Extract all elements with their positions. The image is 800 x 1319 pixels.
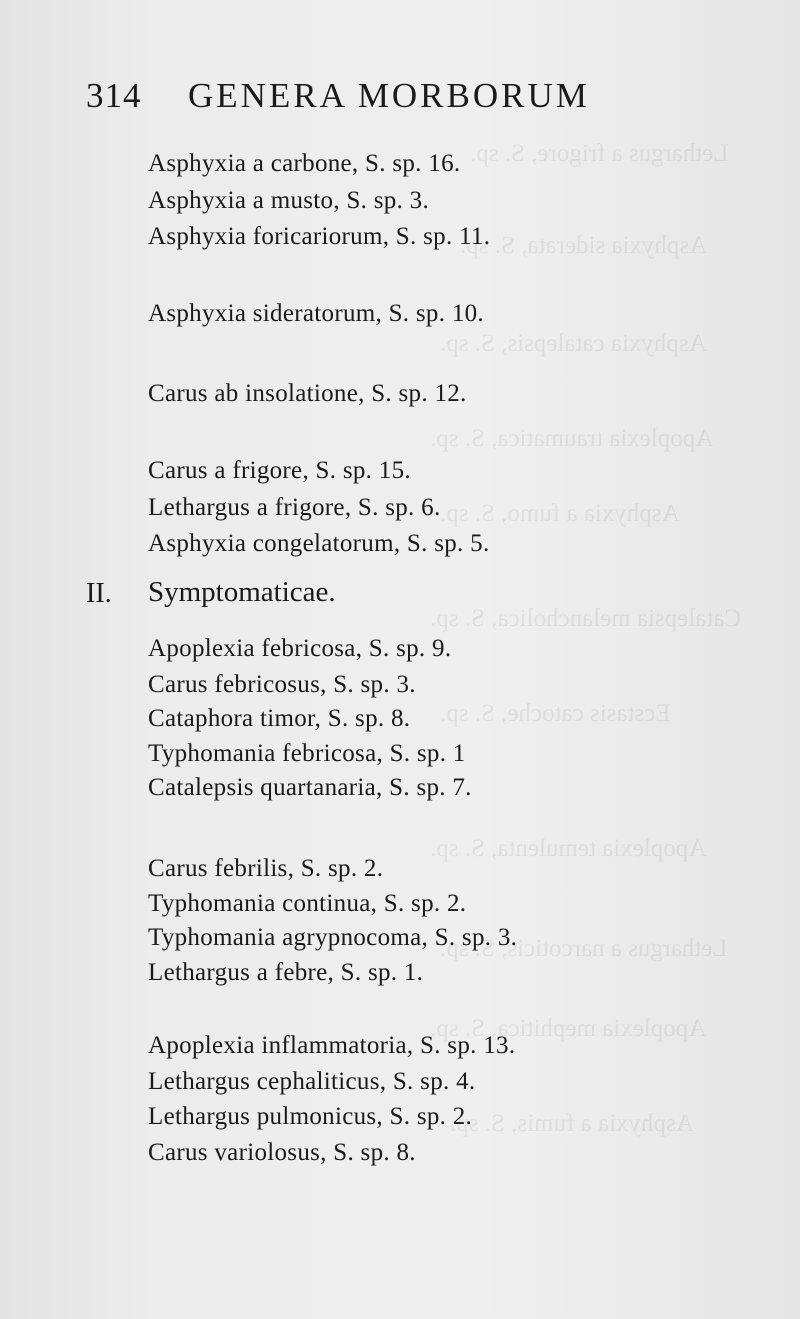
show-through-text: Catalepsia melancholica, S. sp. — [430, 605, 742, 632]
entry-line: Typhomania febricosa, S. sp. 1 — [148, 740, 466, 767]
entry-line: Asphyxia congelatorum, S. sp. 5. — [148, 530, 490, 557]
entry-line: Apoplexia febricosa, S. sp. 9. — [148, 635, 452, 662]
entry-line: Apoplexia inflammatoria, S. sp. 13. — [148, 1032, 516, 1059]
entry-line: Lethargus a frigore, S. sp. 6. — [148, 494, 441, 521]
show-through-text: Apoplexia mephitica, S. sp. — [430, 1015, 707, 1042]
section-title: Symptomaticae. — [148, 576, 336, 608]
page-number: 314 — [86, 76, 142, 115]
show-through-text: Apoplexia temulenta, S. sp. — [430, 835, 707, 862]
show-through-text: Asphyxia siderata, S. sp. — [460, 232, 708, 259]
entry-line: Asphyxia a musto, S. sp. 3. — [148, 187, 430, 214]
show-through-text: Lethargus a narcoticis, S. sp. — [440, 935, 728, 962]
show-through-text: Lethargus a frigore, S. sp. — [470, 140, 729, 167]
page-header — [86, 76, 650, 122]
entry-line: Asphyxia sideratorum, S. sp. 10. — [148, 300, 484, 327]
entry-line: Carus ab insolatione, S. sp. 12. — [148, 380, 467, 407]
entry-line: Asphyxia foricariorum, S. sp. 11. — [148, 223, 491, 250]
entry-line: Carus variolosus, S. sp. 8. — [148, 1139, 416, 1166]
show-through-text: Ecstasis catoche, S. sp. — [440, 700, 671, 727]
entry-line: Cataphora timor, S. sp. 8. — [148, 705, 411, 732]
entry-line: Lethargus a febre, S. sp. 1. — [148, 959, 424, 986]
entry-line: Lethargus cephaliticus, S. sp. 4. — [148, 1068, 476, 1095]
entry-line: Typhomania agrypnocoma, S. sp. 3. — [148, 924, 518, 951]
entry-line: Carus febrilis, S. sp. 2. — [148, 855, 384, 882]
section-numeral: II. — [86, 578, 112, 609]
entry-line: Carus a frigore, S. sp. 15. — [148, 457, 411, 484]
entry-line: Typhomania continua, S. sp. 2. — [148, 890, 467, 917]
entry-line: Catalepsis quartanaria, S. sp. 7. — [148, 774, 472, 801]
entry-line: Lethargus pulmonicus, S. sp. 2. — [148, 1103, 473, 1130]
entry-line: Asphyxia a carbone, S. sp. 16. — [148, 150, 461, 177]
entry-line: Carus febricosus, S. sp. 3. — [148, 671, 416, 698]
show-through-text: Apoplexia traumatica, S. sp. — [430, 425, 714, 452]
show-through-text: Asphyxia catalepsis, S. sp. — [440, 330, 707, 357]
show-through-text: Asphyxia a fumo, S. sp. — [440, 500, 680, 527]
show-through-text: Asphyxia a fumis, S. sp. — [450, 1110, 694, 1137]
running-title: GENERA MORBORUM — [188, 76, 590, 115]
